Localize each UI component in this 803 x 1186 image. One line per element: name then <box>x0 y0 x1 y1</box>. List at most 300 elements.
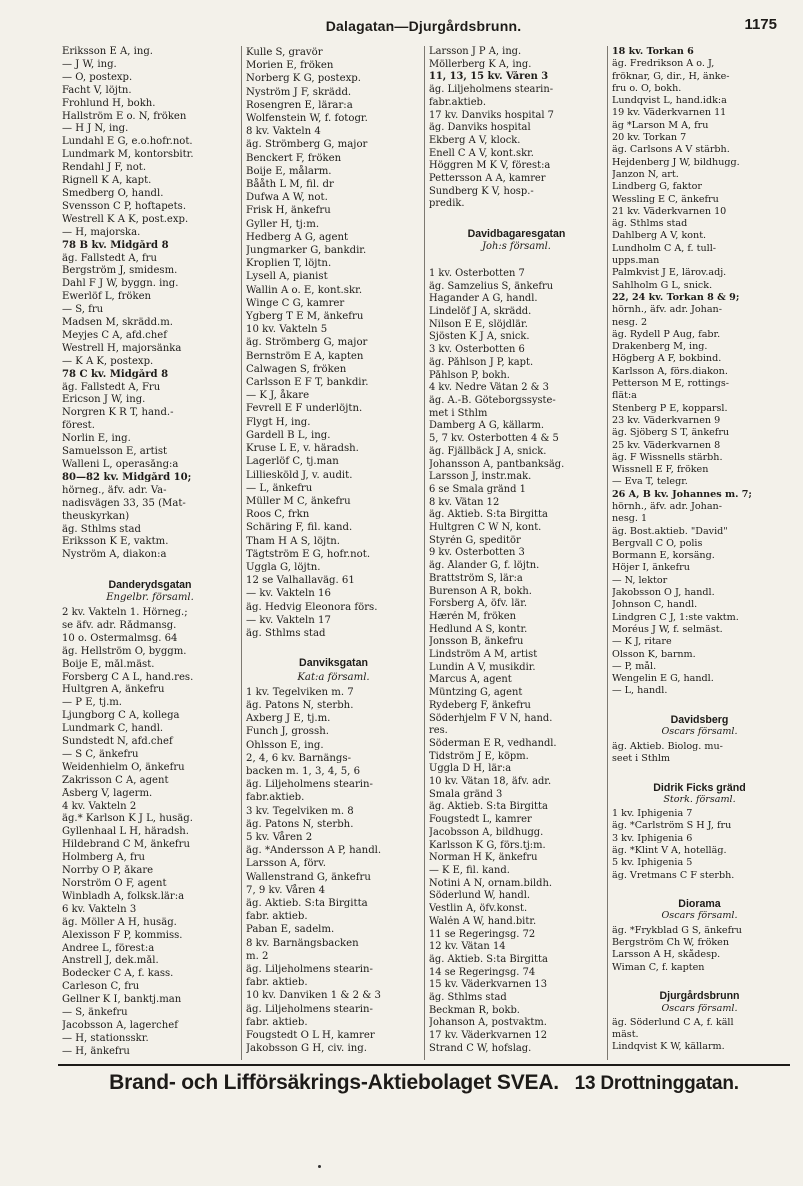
entry-line: äg. *Klint V A, hotelläg. <box>612 845 727 856</box>
street-heading: Djurgårdsbrunn <box>659 990 740 1003</box>
entry-line: Eriksson K E, vaktm. <box>62 536 169 548</box>
entry-line: Lundmark C, handl. <box>62 723 164 735</box>
column-1 <box>58 46 241 1060</box>
entry-line: Gellner K I, banktj.man <box>62 994 182 1006</box>
entry-line: Müntzing G, agent <box>429 687 523 699</box>
entry-line: backen m. 1, 3, 4, 5, 6 <box>246 765 361 777</box>
entry-line: se äfv. adr. Rådmansg. <box>62 619 177 631</box>
entry-line: 25 kv. Väderkvarnen 8 <box>612 439 721 451</box>
entry-line: Bergström J, smidesm. <box>62 265 178 277</box>
entry-line: Schäring F, fil. kand. <box>246 522 353 534</box>
entry-line: Frohlund H, bokh. <box>62 97 156 109</box>
entry-line: 21 kv. Väderkvarnen 10 <box>612 205 727 217</box>
entry-line: Larsson J, instr.mak. <box>429 471 532 483</box>
entry-line: Larsson J P A, ing. <box>429 46 522 57</box>
entry-line: Gyllenhaal L H, häradsh. <box>62 826 189 838</box>
entry-line: Rignell K A, kapt. <box>62 175 152 187</box>
parish-label: Stork. församl. <box>663 793 736 805</box>
entry-line: äg. Carlsons A V stärbh. <box>612 144 730 156</box>
entry-line: Svensson C P, hoftapets. <box>62 200 187 212</box>
entry-line: Funch J, grossh. <box>246 726 329 738</box>
entry-line <box>429 255 604 268</box>
entry-line: Dahlberg A V, kont. <box>612 230 707 242</box>
entry-line: Forsberg A, öfv. lär. <box>429 598 528 610</box>
entry-line: Lundholm C A, f. tull- <box>612 242 717 254</box>
entry-line: Carleson C, fru <box>62 981 140 993</box>
entry-line: Walleni L, operasång:a <box>62 459 179 470</box>
entry-line: 1 kv. Iphigenia 7 <box>612 808 693 820</box>
entry-line: — P, mål. <box>612 660 657 672</box>
entry-line <box>612 698 787 710</box>
entry-line: Jacobsson A, lagerchef <box>62 1019 178 1031</box>
entry-line: äg. Aktieb. S:ta Birgitta <box>429 801 548 813</box>
entry-line: Lindberg G, faktor <box>612 181 702 193</box>
entry-line: Anstrell J, dek.mål. <box>62 955 159 967</box>
entry-line: Bååth L M, fil. dr <box>246 179 334 191</box>
entry-line: äg. Patons N, sterbh. <box>246 818 354 830</box>
advertisement-footer <box>58 1064 790 1095</box>
entry-line: Norlin E, ing. <box>62 433 131 445</box>
entry-line: äg. Sthlms stad <box>429 992 507 1004</box>
entry-line: 10 o. Östermalmsg. 64 <box>62 632 178 644</box>
address-number-line: 18 kv. Torkan 6 <box>612 46 694 57</box>
parish-label: Oscars församl. <box>661 910 738 922</box>
entry-line: Lundmark M, kontorsbitr. <box>62 149 194 161</box>
entry-line: Uggla G, löjtn. <box>246 561 321 573</box>
entry-line: Paban E, sadelm. <box>246 924 335 936</box>
entry-line: äg. Aktieb. Biolog. mu- <box>612 740 723 752</box>
entry-line: — O, postexp. <box>62 71 133 83</box>
entry-line: Hedberg A G, agent <box>246 231 349 243</box>
entry-line: Winge C G, kamrer <box>246 297 345 309</box>
entry-line: Möllerberg K A, ing. <box>429 58 532 70</box>
entry-line: 20 kv. Torkan 7 <box>612 132 687 144</box>
entry-line: Hejdenberg J W, bildhugg. <box>612 156 740 168</box>
entry-line: Zakrisson C A, agent <box>62 774 169 786</box>
entry-line: Holmberg A, fru <box>62 852 145 864</box>
parish-label: Kat:a församl. <box>297 671 370 683</box>
entry-line: äg. Aktieb. S:ta Birgitta <box>429 953 548 965</box>
entry-line: Meyjes C A, afd.chef <box>62 329 167 341</box>
entry-line: äg. *Andersson A P, handl. <box>246 845 382 857</box>
entry-line: — K E, fil. kand. <box>429 865 510 876</box>
entry-line: Beckman R, bokb. <box>429 1004 520 1016</box>
entry-line: Drakenberg M, ing. <box>612 341 708 353</box>
entry-line: — P E, tj.m. <box>62 697 122 709</box>
entry-line: äg. Patons N, sterbh. <box>246 699 354 711</box>
entry-line: Ygberg T E M, änkefru <box>246 311 364 323</box>
entry-line: Westrell H, majorsänka <box>62 342 182 354</box>
entry-line: Lindgren C J, 1:ste vaktm. <box>612 611 739 623</box>
entry-line: äg. Sjöberg S T, änkefru <box>612 427 730 439</box>
entry-line: Sundstedt N, afd.chef <box>62 736 173 748</box>
entry-line: äg. Fjällbäck J A, snick. <box>429 445 547 457</box>
entry-line: Forsberg C A L, hand.res. <box>62 671 194 683</box>
entry-line: Norberg K G, postexp. <box>246 73 361 85</box>
entry-line: Lundin A V, musikdir. <box>429 661 536 673</box>
entry-line: 1 kv. Österbotten 7 <box>429 267 525 279</box>
entry-line: Uggla D H, lär:a <box>429 763 512 775</box>
entry-line: Moréus J W, f. selmäst. <box>612 623 723 635</box>
entry-line: 3 kv. Österbotten 6 <box>429 344 525 356</box>
entry-line: Alexisson F P, kommiss. <box>62 929 183 941</box>
entry-line: — kv. Vakteln 17 <box>246 614 331 626</box>
entry-line: 5, 7 kv. Österbotten 4 & 5 <box>429 433 559 445</box>
entry-line: Wissnell E F, fröken <box>612 464 709 476</box>
entry-line: Boije E, målarm. <box>246 165 332 177</box>
entry-line: Boije E, mål.mäst. <box>62 658 155 670</box>
entry-line: Norström O F, agent <box>62 878 167 889</box>
entry-line: Roos C, frkn <box>246 509 310 521</box>
entry-line: äg. Sthlms stad <box>62 523 141 535</box>
entry-line: Nyström J F, skrädd. <box>246 86 352 98</box>
entry-line: Sundberg K V, hosp.- <box>429 185 534 197</box>
entry-line: äg.* Karlson K J L, husäg. <box>62 813 193 825</box>
entry-line: Lindqvist K W, källarm. <box>612 1041 725 1053</box>
entry-line: 19 kv. Väderkvarnen 11 <box>612 107 727 119</box>
entry-line: Högberg A F, bokbind. <box>612 353 722 365</box>
entry-line: äg. Fredrikson A o. J, <box>612 58 715 70</box>
entry-line: seet i Sthlm <box>612 752 670 764</box>
entry-line: Lysell A, pianist <box>246 271 328 283</box>
entry-line: äg. Liljeholmens stearin- <box>429 84 554 96</box>
entry-line: hörneg., äfv. adr. Va- <box>62 484 167 496</box>
entry-line: Höggren M K V, förest:a <box>429 160 551 172</box>
street-heading: Diorama <box>678 898 721 911</box>
entry-line: äg. Söderlund C A, f. käll <box>612 1016 734 1028</box>
entry-line: 3 kv. Tegelviken m. 8 <box>246 805 354 817</box>
entry-line: nadisvägen 33, 35 (Mat- <box>62 497 186 509</box>
entry-line: äg. F Wissnells stärbh. <box>612 451 723 463</box>
address-number-line: 11, 13, 15 kv. Våren 3 <box>429 71 549 83</box>
entry-line: predik. <box>429 198 465 210</box>
entry-line: — H, stationsskr. <box>62 1032 149 1044</box>
entry-line: äg. Hellström O, byggm. <box>62 645 187 657</box>
entry-line: Lundahl E G, e.o.hofr.not. <box>62 136 193 148</box>
entry-line: Larsson A, förv. <box>246 858 326 870</box>
entry-line: Ewerlöf L, fröken <box>62 291 151 303</box>
entry-line: Axberg J E, tj.m. <box>246 713 331 725</box>
entry-line: Flygt H, ing. <box>246 416 311 428</box>
entry-line: Rydeberg F, änkefru <box>429 699 531 711</box>
entry-line: 10 kv. Danviken 1 & 2 & 3 <box>246 990 381 1002</box>
entry-line: äg. Bost.aktieb. "David" <box>612 525 728 537</box>
entry-line: fabr. aktieb. <box>246 911 308 923</box>
entry-line: äg. *Frykblad G S, änkefru <box>612 924 742 936</box>
entry-line <box>612 974 787 986</box>
entry-line: Notini A N, ornam.bildh. <box>429 877 552 889</box>
entry-line: Brattström S, lär:a <box>429 572 523 584</box>
entry-line: 3 kv. Iphigenia 6 <box>612 832 693 844</box>
entry-line: 10 kv. Vakteln 5 <box>246 324 328 336</box>
entry-line: 1 kv. Tegelviken m. 7 <box>246 686 354 698</box>
column-2 <box>241 46 424 1060</box>
entry-line: Müller M C, änkefru <box>246 495 351 507</box>
entry-line: Styrén G, speditör <box>429 534 521 546</box>
entry-line: äg. Sthlms stad <box>612 218 688 230</box>
entry-line: Nilson E E, slöjdlär. <box>429 318 528 330</box>
entry-line: Madsen M, skrädd.m. <box>62 317 173 329</box>
entry-line: äg. Vretmans C F sterbh. <box>612 869 735 881</box>
address-number-line: 22, 24 kv. Torkan 8 & 9; <box>612 291 740 303</box>
advert-address: 13 Drottninggatan. <box>574 1073 739 1094</box>
address-number-line: 78 C kv. Midgård 8 <box>62 368 169 380</box>
entry-line: Gardell B L, ing. <box>246 429 331 441</box>
entry-line: Kroplien T, löjtn. <box>246 258 332 270</box>
entry-line: Hultgren A, änkefru <box>62 684 165 696</box>
entry-line: fröknar, G, dir., H, änke- <box>612 70 730 82</box>
entry-line: Jacobsson A, bildhugg. <box>429 826 544 838</box>
entry-line: Söderman E R, vedhandl. <box>429 737 557 749</box>
entry-line: Nyström A, diakon:a <box>62 549 167 561</box>
entry-line: Lagerlöf C, tj.man <box>246 456 339 468</box>
entry-line: Johnson C, handl. <box>612 599 698 611</box>
entry-line: Samuelsson E, artist <box>62 446 168 458</box>
entry-line <box>612 882 787 894</box>
entry-line: met i Sthlm <box>429 407 488 419</box>
entry-line: Tham H A S, löjtn. <box>246 535 341 547</box>
entry-line: äg. Liljeholmens stearin- <box>246 779 373 791</box>
entry-line: 9 kv. Österbotten 3 <box>429 547 525 559</box>
entry-line: Eriksson E A, ing. <box>62 46 153 57</box>
entry-line: — K J, ritare <box>612 636 672 648</box>
entry-line: äg. Liljeholmens stearin- <box>246 1003 373 1015</box>
entry-line: Olsson K, barnm. <box>612 648 696 660</box>
street-heading: Davidsberg <box>670 714 729 727</box>
entry-line: 2, 4, 6 kv. Barnängs- <box>246 752 352 764</box>
entry-line: Ekberg A V, klock. <box>429 134 521 146</box>
entry-line: äg. Rydell P Aug, fabr. <box>612 328 721 340</box>
parish-label: Engelbr. församl. <box>106 592 194 604</box>
entry-line: — H J N, ing. <box>62 123 129 135</box>
entry-line: Jonsson B, änkefru <box>429 636 524 648</box>
entry-line: 11 se Regeringsg. 72 <box>429 928 536 940</box>
page-title: Dalagatan—Djurgårdsbrunn. <box>325 18 522 34</box>
entry-line: 5 kv. Iphigenia 5 <box>612 857 693 869</box>
entry-line: Lilliesköld J, v. audit. <box>246 469 353 481</box>
entry-line: 10 kv. Vätan 18, äfv. adr. <box>429 776 552 788</box>
entry-line: Vestlin A, öfv.konst. <box>429 903 528 915</box>
entry-line: — Eva T, telegr. <box>612 476 688 488</box>
entry-line: Wolfenstein W, f. fotogr. <box>246 113 368 125</box>
parish-label: Oscars församl. <box>661 1002 738 1014</box>
entry-line: nesg. 2 <box>612 316 648 328</box>
entry-line <box>246 640 421 653</box>
entry-line: Fougstedt O L H, kamrer <box>246 1030 375 1042</box>
entry-line: Ohlsson E, ing. <box>246 739 324 751</box>
entry-line: Norrby O P, åkare <box>62 865 154 877</box>
entry-line: Johanson A, postvaktm. <box>429 1017 547 1029</box>
entry-line: Bormann E, korsäng. <box>612 550 715 562</box>
entry-line: Westrell K A K, post.exp. <box>62 213 189 225</box>
entry-line: Damberg A G, källarm. <box>429 420 545 432</box>
entry-line: Stenberg P E, kopparsl. <box>612 402 728 414</box>
entry-line: Lindelöf J A, skrädd. <box>429 306 532 318</box>
entry-line: Dahl F J W, byggn. ing. <box>62 278 179 290</box>
entry-line: Strand C W, hofslag. <box>429 1042 532 1054</box>
entry-line: Janzon N, art. <box>612 168 679 180</box>
entry-line: Petterson M E, rottings- <box>612 378 730 390</box>
entry-line: Tägtström E G, hofr.not. <box>246 548 371 560</box>
entry-line: 6 kv. Vakteln 3 <box>62 903 137 915</box>
entry-line: äg. Danviks hospital <box>429 122 531 134</box>
entry-line: — L, änkefru <box>246 482 313 494</box>
entry-line: mäst. <box>612 1029 639 1041</box>
entry-line: Norgren K R T, hand.- <box>62 407 174 419</box>
parish-label: Oscars församl. <box>661 726 738 738</box>
entry-line: Wengelin E G, handl. <box>612 673 714 685</box>
entry-line: Jungmarker G, bankdir. <box>246 245 367 257</box>
entry-line: Benckert F, fröken <box>246 152 342 164</box>
entry-line: Hallström E o. N, fröken <box>62 110 187 122</box>
entry-line: Bodecker C A, f. kass. <box>62 968 174 980</box>
entry-line: Smala gränd 3 <box>429 788 503 800</box>
entry-line: Larsson A H, skådesp. <box>612 949 721 961</box>
entry-line: Bernström E A, kapten <box>246 350 364 362</box>
street-heading: Didrik Ficks gränd <box>653 781 746 794</box>
entry-line: 4 kv. Nedre Vätan 2 & 3 <box>429 382 549 394</box>
entry-line: — H, majorska. <box>62 226 141 238</box>
entry-line: — L, handl. <box>612 685 668 697</box>
entry-line <box>612 765 787 777</box>
entry-line: — S, änkefru <box>62 1007 128 1019</box>
entry-line: Hærén M, fröken <box>429 610 516 622</box>
entry-line: — S C, änkefru <box>62 748 139 760</box>
entry-line: fru o. O, bokh. <box>612 82 682 94</box>
address-number-line: 26 A, B kv. Johannes m. 7; <box>612 488 752 500</box>
entry-line: äg. Samzelius S, änkefru <box>429 280 554 292</box>
entry-line: 15 kv. Väderkvarnen 13 <box>429 979 547 991</box>
entry-line: äg. Strömberg G, major <box>246 337 368 349</box>
entry-line: — K A K, postexp. <box>62 355 154 367</box>
address-number-line: 78 B kv. Midgård 8 <box>62 239 169 251</box>
entry-line: Ericson J W, ing. <box>62 394 146 406</box>
entry-line: Kulle S, gravör <box>246 47 323 58</box>
entry-line: — kv. Vakteln 16 <box>246 588 331 600</box>
entry-line: Ljungborg C A, kollega <box>62 710 180 722</box>
entry-line: Åsberg V, lagerm. <box>62 787 153 799</box>
entry-line: Rosengren E, lärar:a <box>246 99 353 111</box>
entry-line: Norman H K, änkefru <box>429 852 538 864</box>
entry-line: fabr.aktieb. <box>429 96 487 108</box>
entry-line: äg. A.-B. Göteborgssyste- <box>429 394 556 406</box>
entry-line: Andree L, förest:a <box>62 942 155 954</box>
entry-line: Wallin A o. E, kont.skr. <box>246 284 363 296</box>
entry-line: Calwagen S, fröken <box>246 363 347 375</box>
entry-line: äg. Hedvig Eleonora förs. <box>246 601 378 613</box>
entry-line: Rendahl J F, not. <box>62 162 147 174</box>
entry-line: nesg. 1 <box>612 513 648 525</box>
entry-line: Höjer I, änkefru <box>612 562 690 574</box>
entry-line: 8 kv. Vakteln 4 <box>246 126 321 138</box>
entry-line: Tidström J E, köpm. <box>429 750 529 762</box>
entry-line: fabr. aktieb. <box>246 977 308 989</box>
entry-line: Facht V, löjtn. <box>62 84 132 96</box>
entry-line: äg. Fallstedt A, fru <box>62 252 157 264</box>
entry-line: Karlsson A, förs.diakon. <box>612 365 728 377</box>
entry-line: Jakobsson O J, handl. <box>612 587 715 599</box>
street-heading: Danviksgatan <box>299 657 368 670</box>
entry-line: Burenson A R, bokh. <box>429 585 532 597</box>
entry-line: Dufwa A W, not. <box>246 192 328 204</box>
column-4 <box>607 46 790 1060</box>
entry-line: Jakobsson G H, civ. ing. <box>246 1043 367 1055</box>
entry-line: Söderhjelm F V N, hand. <box>429 712 553 724</box>
entry-line: 8 kv. Barnängsbacken <box>246 937 359 949</box>
entry-line: Johansson A, pantbanksäg. <box>429 458 565 470</box>
entry-line: Gyller H, tj:m. <box>246 218 320 230</box>
entry-line: — K J, åkare <box>246 390 310 402</box>
entry-line: äg. Sthlms stad <box>246 627 326 639</box>
entry-line: upps.man <box>612 255 660 267</box>
entry-line: äg. *Carlström S H J, fru <box>612 820 732 832</box>
entry-line: äg *Larson M A, fru <box>612 119 709 131</box>
print-speck <box>318 1165 321 1168</box>
entry-line: förest. <box>62 420 95 432</box>
entry-line: äg. Liljeholmens stearin- <box>246 964 373 976</box>
entry-line: Sjösten K J A, snick. <box>429 331 530 343</box>
column-3 <box>424 46 607 1060</box>
entry-line: Hildebrand C M, änkefru <box>62 839 190 851</box>
entry-line: Bergström Ch W, fröken <box>612 937 729 949</box>
entry-line: Fevrell E F underlöjtn. <box>246 403 363 415</box>
entry-line: 12 se Valhallaväg. 61 <box>246 575 355 587</box>
entry-line: Smedberg O, handl. <box>62 187 164 199</box>
entry-line: Palmkvist J E, lärov.adj. <box>612 267 727 279</box>
entry-line: 5 kv. Våren 2 <box>246 831 313 843</box>
entry-line: — N, lektor <box>612 574 668 586</box>
entry-line: 14 se Regeringsg. 74 <box>429 966 536 978</box>
entry-line: Kruse L E, v. häradsh. <box>246 443 359 455</box>
entry-line <box>429 211 604 224</box>
entry-line: m. 2 <box>246 950 269 962</box>
entry-line: — H, änkefru <box>62 1045 130 1057</box>
entry-line: Marcus A, agent <box>429 674 512 686</box>
page-number: 1175 <box>744 16 777 33</box>
entry-line: äg. Fallstedt A, Fru <box>62 381 161 393</box>
page-header <box>60 16 787 42</box>
entry-line <box>62 562 238 575</box>
entry-line: Winbladh A, folksk.lär:a <box>62 890 185 902</box>
entry-line: Lindström A M, artist <box>429 649 538 661</box>
entry-line: äg. Strömberg G, major <box>246 139 368 151</box>
entry-line: Hagander A G, handl. <box>429 293 538 305</box>
entry-line: Wessling E C, änkefru <box>612 193 719 205</box>
entry-line: 7, 9 kv. Våren 4 <box>246 884 326 896</box>
entry-line: Morien E, fröken <box>246 60 334 72</box>
entry-line: Weidenhielm O, änkefru <box>62 761 185 773</box>
entry-line: äg. Ålander G, f. löjtn. <box>429 560 540 572</box>
entry-line: äg. Möller A H, husäg. <box>62 916 177 928</box>
entry-line: Sahlholm G L, snick. <box>612 279 713 291</box>
entry-line: äg. Påhlson J P, kapt. <box>429 356 534 368</box>
entry-line: 23 kv. Väderkvarnen 9 <box>612 414 721 426</box>
entry-line: fabr.aktieb. <box>246 792 305 804</box>
entry-line: äg. Aktieb. S:ta Birgitta <box>246 898 368 909</box>
advert-text: Brand- och Lifförsäkrings-Aktiebolaget SVEA. <box>109 1071 559 1094</box>
entry-line: 6 se Smala gränd 1 <box>429 483 526 495</box>
entry-line: 12 kv. Vätan 14 <box>429 941 506 953</box>
entry-line: Hultgren C W N, kont. <box>429 522 542 534</box>
entry-line: hörnh., äfv. adr. Johan- <box>612 500 722 512</box>
entry-line: 8 kv. Vätan 12 <box>429 496 500 508</box>
entry-line: theuskyrkan) <box>62 510 130 522</box>
entry-line: Lundqvist L, hand.idk:a <box>612 95 727 107</box>
entry-line: flät:a <box>612 390 637 402</box>
entry-line: Enell C A V, kont.skr. <box>429 147 534 159</box>
entry-line: hörnh., äfv. adr. Johan- <box>612 304 722 316</box>
entry-line: — J W, ing. <box>62 58 117 70</box>
